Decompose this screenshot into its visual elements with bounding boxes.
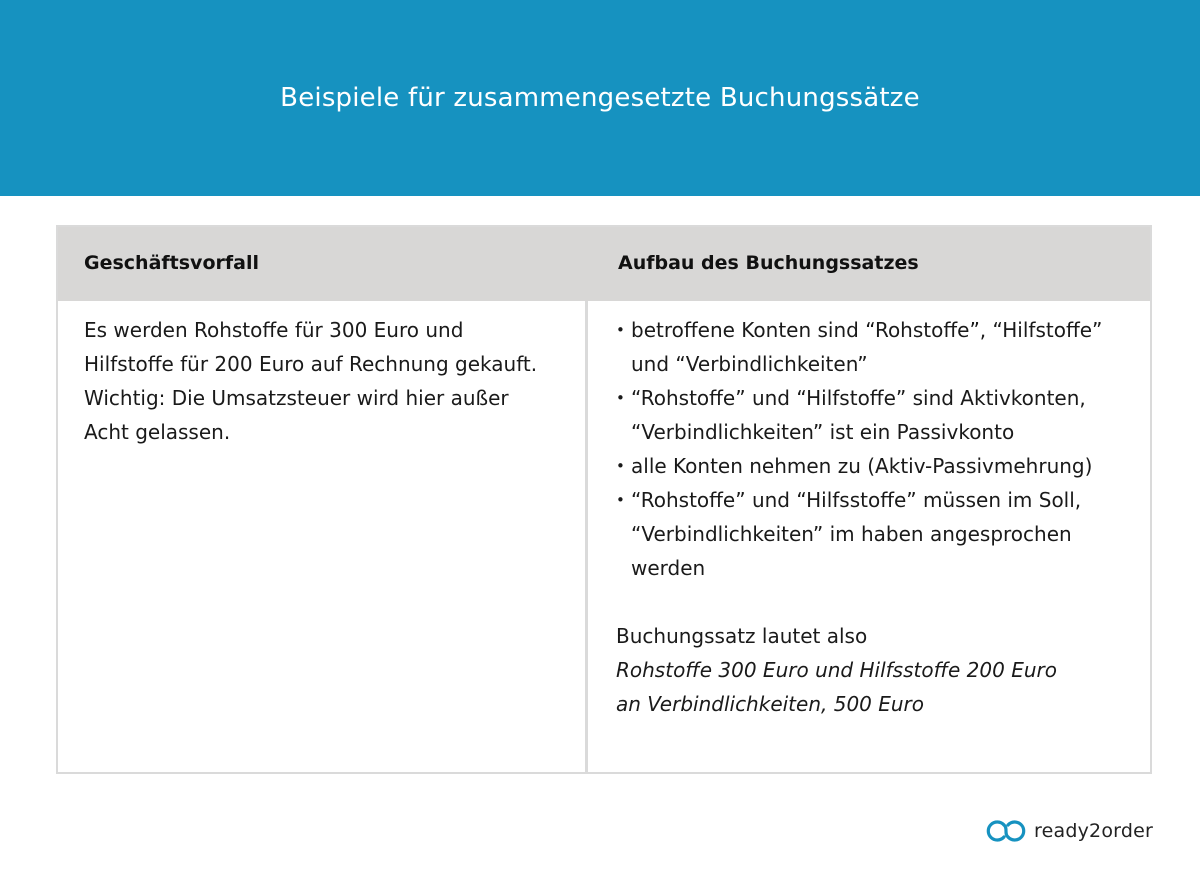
column-header-structure: Aufbau des Buchungssatzes — [618, 252, 919, 274]
booking-examples-table — [56, 225, 1152, 774]
list-item: • “Rohstoffe” und “Hilfsstoffe” müssen im Soll, “Verbindlichkeiten” im haben angesprochen werden — [616, 483, 1146, 585]
column-header-case: Geschäftsvorfall — [84, 252, 259, 274]
brand-name: ready2order — [1034, 820, 1153, 842]
booking-summary — [616, 619, 1146, 721]
structure-bullet-list — [616, 313, 1146, 585]
brand-logo — [986, 816, 1153, 846]
list-item: • alle Konten nehmen zu (Aktiv-Passivmehrung) — [616, 449, 1146, 483]
case-text: Es werden Rohstoffe für 300 Euro und Hilfstoffe für 200 Euro auf Rechnung gekauft. — [84, 318, 538, 376]
table-header — [58, 227, 1150, 301]
list-item: • “Rohstoffe” und “Hilfstoffe” sind Aktivkonten, “Verbindlichkeiten” ist ein Passivkonto — [616, 381, 1146, 449]
case-cell — [84, 313, 554, 449]
summary-debit: Rohstoffe 300 Euro und Hilfsstoffe 200 Euro — [616, 658, 1057, 682]
header-banner — [0, 0, 1200, 196]
ready2order-logo-icon — [986, 816, 1026, 846]
column-divider — [585, 301, 588, 772]
structure-cell — [616, 313, 1146, 721]
summary-credit: an Verbindlichkeiten, 500 Euro — [616, 692, 925, 716]
list-item: • betroffene Konten sind “Rohstoffe”, “Hilfstoffe” und “Verbindlichkeiten” — [616, 313, 1146, 381]
summary-intro: Buchungssatz lautet also — [616, 624, 868, 648]
page-title: Beispiele für zusammengesetzte Buchungssätze — [280, 83, 920, 113]
case-note: Wichtig: Die Umsatzsteuer wird hier außer Acht gelassen. — [84, 386, 509, 444]
